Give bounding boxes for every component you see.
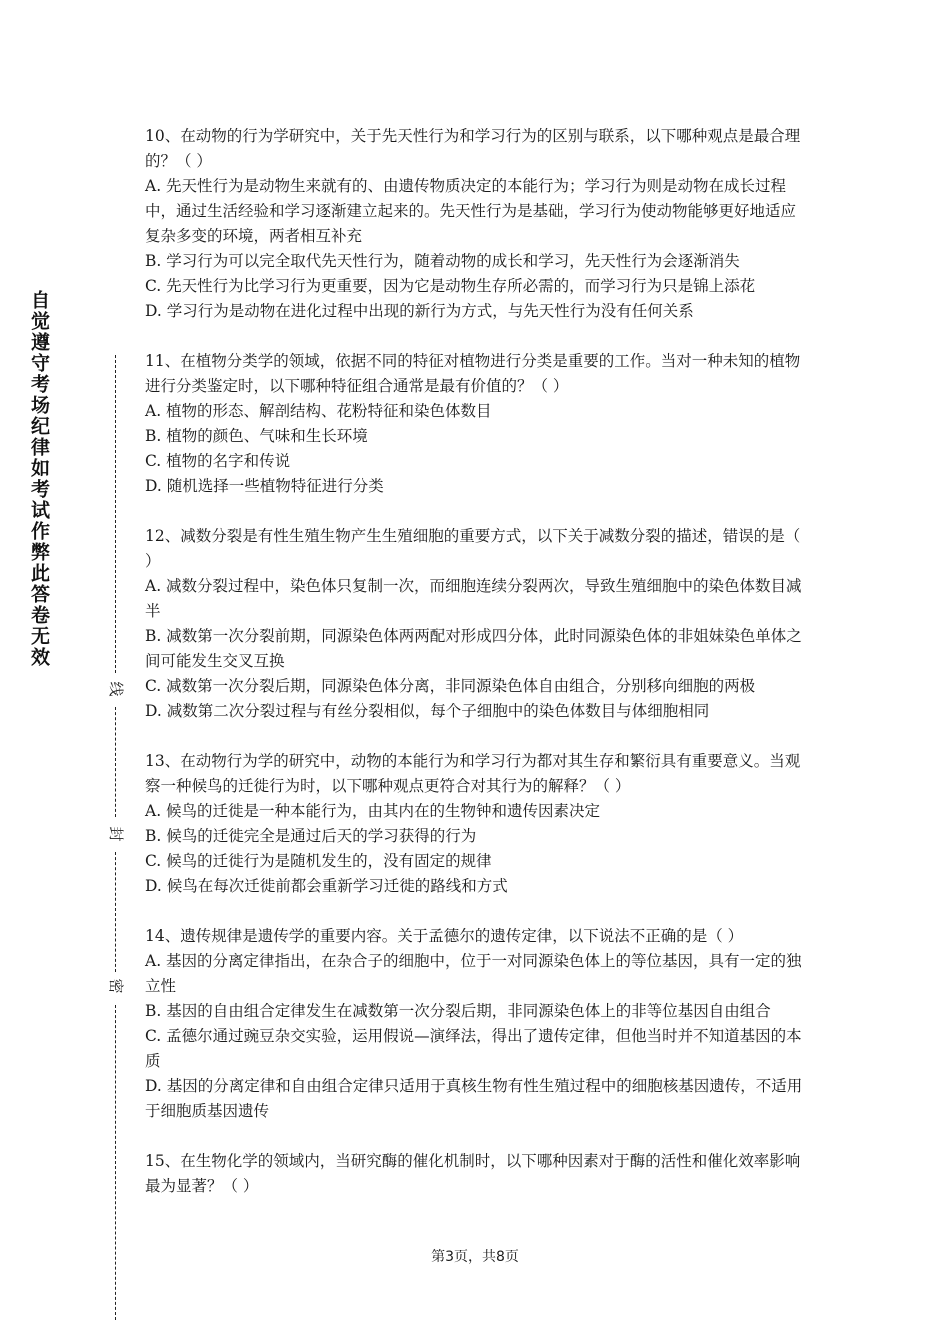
binding-dash <box>115 707 116 817</box>
binding-dash <box>115 852 116 972</box>
question-14 <box>145 924 811 1124</box>
question-11 <box>145 349 811 499</box>
option-b: B. 学习行为可以完全取代先天性行为，随着动物的成长和学习，先天性行为会逐渐消失 <box>145 252 740 270</box>
question-stem: 12、减数分裂是有性生殖生物产生生殖细胞的重要方式，以下关于减数分裂的描述，错误的是（ ） <box>145 527 801 570</box>
option-a: A. 先天性行为是动物生来就有的、由遗传物质决定的本能行为；学习行为则是动物在成长过程中，通过生活经验和学习逐渐建立起来的。先天性行为是基础，学习行为使动物能够更好地适应复杂多变的环境，两者相互补充 <box>145 177 797 245</box>
question-10 <box>145 124 811 324</box>
option-a: A. 植物的形态、解剖结构、花粉特征和染色体数目 <box>145 402 492 420</box>
option-b: B. 基因的自由组合定律发生在减数第一次分裂后期，非同源染色体上的非等位基因自由组合 <box>145 1002 771 1020</box>
question-stem: 10、在动物的行为学研究中，关于先天性行为和学习行为的区别与联系，以下哪种观点是最合理的？（ ） <box>145 127 801 170</box>
option-b: B. 植物的颜色、气味和生长环境 <box>145 427 368 445</box>
option-b: B. 候鸟的迁徙完全是通过后天的学习获得的行为 <box>145 827 477 845</box>
option-a: A. 基因的分离定律指出，在杂合子的细胞中，位于一对同源染色体上的等位基因，具有一定的独立性 <box>145 952 802 995</box>
binding-line <box>105 355 127 1320</box>
option-d: D. 候鸟在每次迁徙前都会重新学习迁徙的路线和方式 <box>145 877 508 895</box>
binding-dash <box>115 1005 116 1320</box>
binding-dash <box>115 355 116 673</box>
question-15 <box>145 1149 811 1199</box>
option-c: C. 候鸟的迁徙行为是随机发生的，没有固定的规律 <box>145 852 492 870</box>
option-c: C. 先天性行为比学习行为更重要，因为它是动物生存所必需的，而学习行为只是锦上添花 <box>145 277 756 295</box>
question-stem: 14、遗传规律是遗传学的重要内容。关于孟德尔的遗传定律，以下说法不正确的是（ ） <box>145 927 744 945</box>
binding-char-mi: 密 <box>107 978 125 994</box>
question-list <box>145 124 811 1224</box>
option-c: C. 植物的名字和传说 <box>145 452 291 470</box>
option-d: D. 减数第二次分裂过程与有丝分裂相似，每个子细胞中的染色体数目与体细胞相同 <box>145 702 710 720</box>
option-c: C. 减数第一次分裂后期，同源染色体分离，非同源染色体自由组合，分别移向细胞的两极 <box>145 677 756 695</box>
option-d: D. 学习行为是动物在进化过程中出现的新行为方式，与先天性行为没有任何关系 <box>145 302 694 320</box>
binding-char-xian: 线 <box>107 681 125 697</box>
exam-rules-text: 自觉遵守考场纪律如考试作弊此答卷无效 <box>28 290 50 668</box>
page-number: 第3页，共8页 <box>431 1249 519 1265</box>
question-13 <box>145 749 811 899</box>
question-stem: 11、在植物分类学的领域，依据不同的特征对植物进行分类是重要的工作。当对一种未知的植物进行分类鉴定时，以下哪种特征组合通常是最有价值的？（ ） <box>145 352 801 395</box>
binding-char-feng: 封 <box>107 826 125 842</box>
option-d: D. 基因的分离定律和自由组合定律只适用于真核生物有性生殖过程中的细胞核基因遗传，不适用于细胞质基因遗传 <box>145 1077 803 1120</box>
question-stem: 15、在生物化学的领域内，当研究酶的催化机制时，以下哪种因素对于酶的活性和催化效率影响最为显著？（ ） <box>145 1152 801 1195</box>
option-a: A. 减数分裂过程中，染色体只复制一次，而细胞连续分裂两次，导致生殖细胞中的染色体数目减半 <box>145 577 802 620</box>
option-d: D. 随机选择一些植物特征进行分类 <box>145 477 384 495</box>
option-b: B. 减数第一次分裂前期，同源染色体两两配对形成四分体，此时同源染色体的非姐妹染色单体之间可能发生交叉互换 <box>145 627 802 670</box>
option-a: A. 候鸟的迁徙是一种本能行为，由其内在的生物钟和遗传因素决定 <box>145 802 601 820</box>
question-12 <box>145 524 811 724</box>
exam-rules-notice <box>25 290 55 668</box>
option-c: C. 孟德尔通过豌豆杂交实验，运用假说—演绎法，得出了遗传定律，但他当时并不知道基因的本质 <box>145 1027 802 1070</box>
question-stem: 13、在动物行为学的研究中，动物的本能行为和学习行为都对其生存和繁衍具有重要意义。当观察一种候鸟的迁徙行为时，以下哪种观点更符合对其行为的解释？（ ） <box>145 752 801 795</box>
